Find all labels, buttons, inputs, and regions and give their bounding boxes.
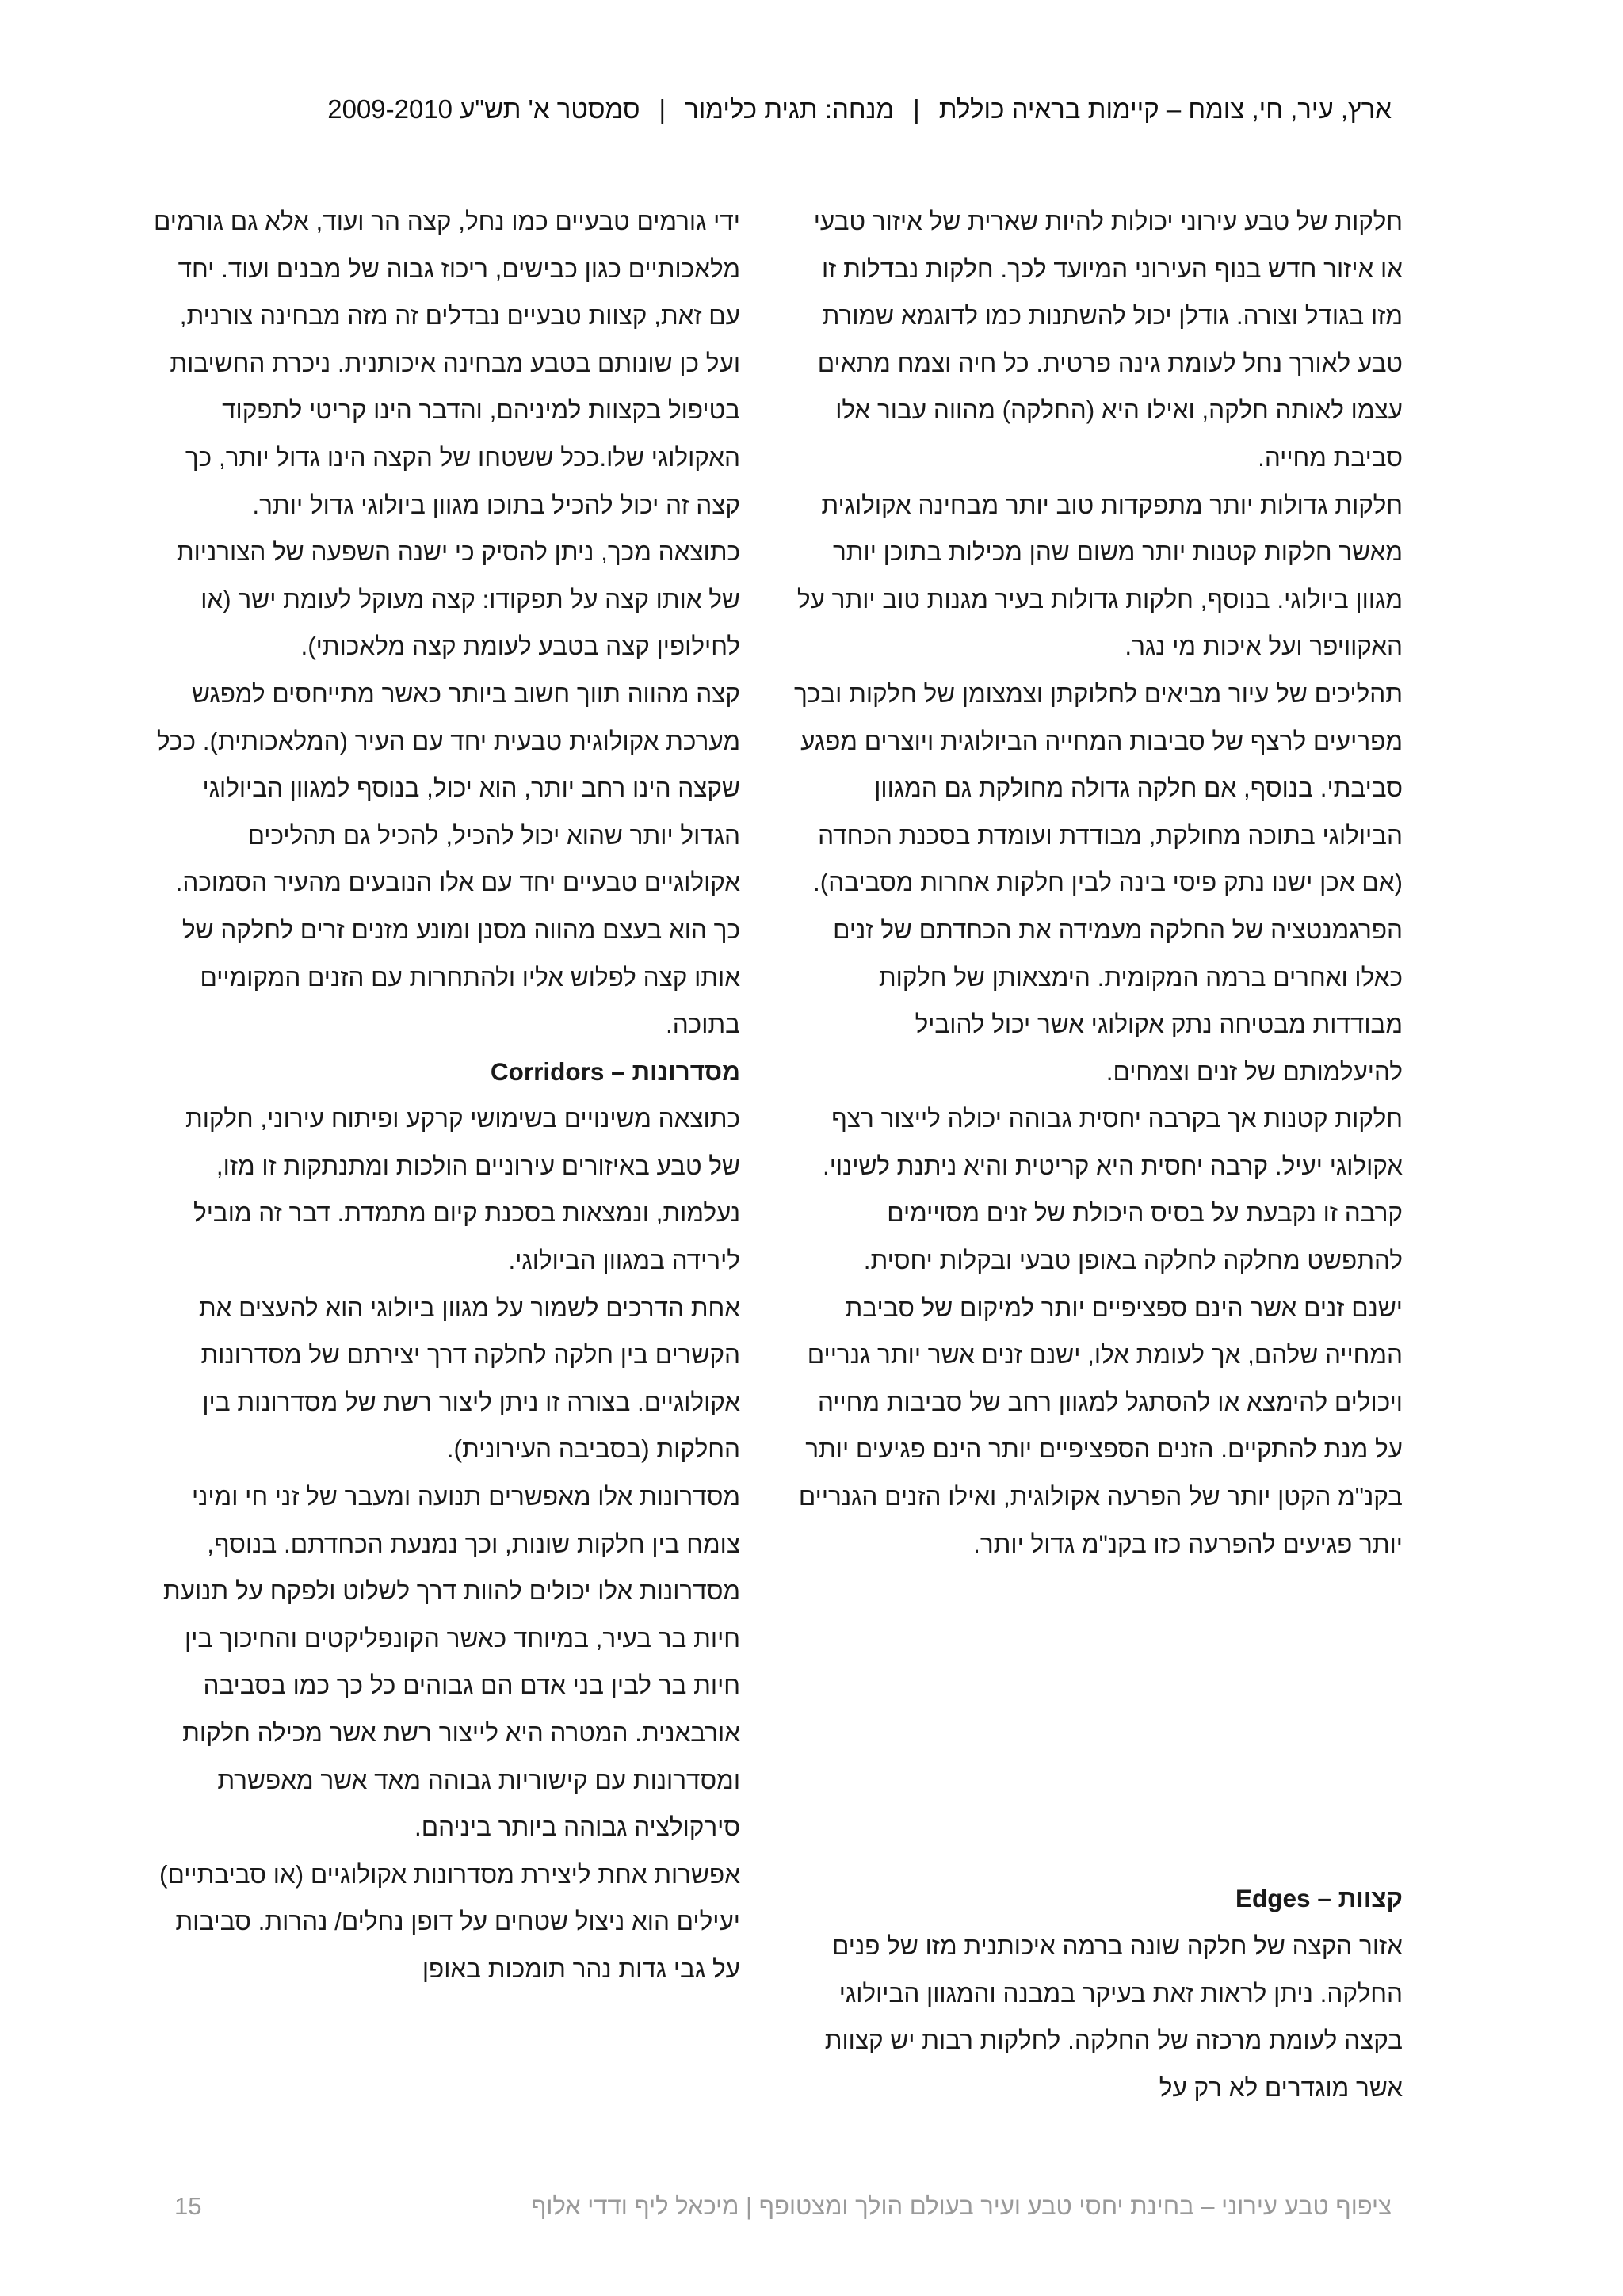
- paragraph: קצה מהווה תווך חשוב ביותר כאשר מתייחסים למפגש מערכת אקולוגית טבעית יחד עם העיר (המלאכותית). ככל שקצה הינו רחב יותר, הוא יכול, בנוסף למגוון הביולוגי הגדול יותר שהוא יכול להכיל, להכיל גם תהליכים אקולוגיים טבעיים יחד עם אלו הנובעים מהעיר הסמוכה. כך הוא בעצם מהווה מסנן ומונע מזנים זרים לחלקה של אותו קצה לפלוש אליו ולהתחרות עם הזנים המקומיים בתוכה.: [156, 678, 740, 1039]
- left-column: [154, 198, 740, 1993]
- paragraph: אחת הדרכים לשמור על מגוון ביולוגי הוא להעצים את הקשרים בין חלקה לחלקה דרך יצירתם של מסדרונות אקולוגיים. בצורה זו ניתן ליצור רשת של מסדרונות בין החלקות (בסביבה העירונית).: [198, 1293, 740, 1464]
- right-column: [792, 198, 1403, 1568]
- header-mentor: מנחה: תגית כלימור: [685, 94, 895, 124]
- running-header: [198, 94, 1392, 125]
- paragraph: אפשרות אחת ליצירת מסדרונות אקולוגיים (או סביבתיים) יעילים הוא ניצול שטחים על דופן נחלים/ נהרות. סביבות על גבי גדות נהר תומכות באופן: [159, 1859, 740, 1983]
- header-separator: |: [913, 94, 920, 124]
- paragraph: כתוצאה מכך, ניתן להסיק כי ישנה השפעה של הצורניות של אותו קצה על תפקודו: קצה מעוקל לעומת ישר (או לחילופין קצה בטבע לעומת קצה מלאכותי).: [176, 537, 740, 661]
- paragraph: חלקות גדולות יותר מתפקדות טוב יותר מבחינה אקולוגית מאשר חלקות קטנות יותר משום שהן מכילות בתוכן יותר מגוון ביולוגי. בנוסף, חלקות גדולות בעיר מגנות טוב יותר על האקוויפר ועל איכות מי נגר.: [796, 490, 1403, 661]
- paragraph: חלקות קטנות אך בקרבה יחסית גבוהה יכולה לייצור רצף אקולוגי יעיל. קרבה יחסית היא קריטית והיא ניתנת לשינוי. קרבה זו נקבעת על בסיס היכולת של זנים מסויימים להתפשט מחלקה לחלקה באופן טבעי ובקלות יחסית.: [822, 1104, 1403, 1275]
- edges-heading: קצוות – Edges: [1235, 1884, 1403, 1912]
- running-footer: [174, 2192, 1392, 2224]
- paragraph: ישנם זנים אשר הינם ספציפיים יותר למיקום של סביבת המחייה שלהם, אך לעומת אלו, ישנם זנים אשר יותר גנריים ויכולים להימצא או להסתגל למגוון רחב של סביבות מחייה על מנת להתקיים. הזנים הספציפיים יותר הינם פגיעים יותר בקנ"מ הקטן יותר של הפרעה אקולוגית, ואילו הזנים הגנריים יותר פגיעים להפרעה כזו בקנ"מ גדול יותר.: [798, 1293, 1403, 1558]
- paragraph: מסדרונות אלו מאפשרים תנועה ומעבר של זני חי ומיני צומח בין חלקות שונות, וכך נמנעת הכחדתם. בנוסף, מסדרונות אלו יכולים להוות דרך לשלוט ולפקח על תנועת חיות בר בעיר, במיוחד כאשר הקונפליקטים והחיכוך בין חיות בר לבין בני אדם הם גבוהים כל כך כמו בסביבה אורבאנית. המטרה היא לייצור רשת אשר מכילה חלקות ומסדרונות עם קישוריות גבוהה מאד אשר מאפשרת סירקולציה גבוהה ביותר ביניהם.: [162, 1482, 740, 1842]
- paragraph: אזור הקצה של חלקה שונה ברמה איכותנית מזו של פנים החלקה. ניתן לראות זאת בעיקר במבנה והמגוון הביולוגי בקצה לעומת מרכזה של החלקה. לחלקות רבות יש קצוות אשר מוגדרים לא רק על: [824, 1931, 1403, 2102]
- paragraph: חלקות של טבע עירוני יכולות להיות שארית של איזור טבעי או איזור חדש בנוף העירוני המיועד לכך. חלקות נבדלות זו מזו בגודל וצורה. גודלן יכול להשתנות כמו לדוגמא שמורת טבע לאורך נחל לעומת גינה פרטית. כל חיה וצמח מתאים עצמו לאותה חלקה, ואילו היא (החלקה) מהווה עבור אלו סביבת מחייה.: [813, 207, 1403, 472]
- header-separator: |: [659, 94, 666, 124]
- paragraph: הפרגמנטציה של החלקה מעמידה את הכחדתם של זנים כאלו ואחרים ברמה המקומית. הימצאותן של חלקות מבודדות מבטיחה נתק אקולוגי אשר יכול להוביל להיעלמותם של זנים וצמחים.: [833, 915, 1403, 1086]
- paragraph: כתוצאה משינויים בשימושי קרקע ופיתוח עירוני, חלקות של טבע באיזורים עירוניים הולכות ומתנתקות זו מזו, נעלמות, ונמצאות בסכנת קיום מתמדת. דבר זה מוביל לירידה במגוון הביולוגי.: [185, 1104, 740, 1275]
- paragraph: ידי גורמים טבעיים כמו נחל, קצה הר ועוד, אלא גם גורמים מלאכותיים כגון כבישים, ריכוז גבוה של מבנים ועוד. יחד עם זאת, קצוות טבעיים נבדלים זה מזה מבחינה צורנית, ועל כן שונותם בטבע מבחינה איכותנית. ניכרת החשיבות בטיפול בקצוות למיניהם, והדבר הינו קריטי לתפקוד האקולוגי שלו.ככל ששטחו של הקצה הינו גדול יותר, כך קצה זה יכול להכיל בתוכו מגוון ביולוגי גדול יותר.: [154, 207, 740, 519]
- page-number: 15: [174, 2192, 202, 2220]
- paragraph: תהליכים של עיור מביאים לחלוקתן וצמצומן של חלקות ובכך מפריעים לרצף של סביבות המחייה הביולוגית ויוצרים מפגע סביבתי. בנוסף, אם חלקה גדולה מחולקת גם המגוון הביולוגי בתוכה מחולקת, מבודדת ועומדת בסכנת הכחדה (אם אכן ישנו נתק פיסי בינה לבין חלקות אחרות מסביבה).: [793, 678, 1403, 897]
- footer-title: ציפוף טבע עירוני – בחינת יחסי טבע ועיר בעולם הולך ומצטופף | מיכאל ליף ודדי אלוף: [531, 2192, 1392, 2220]
- header-course: ארץ, עיר, חי, צומח – קיימות בראיה כוללת: [938, 94, 1392, 124]
- corridors-heading: מסדרונות – Corridors: [490, 1056, 740, 1086]
- header-semester: סמסטר א' תש"ע 2009-2010: [327, 94, 640, 124]
- edges-body: [792, 1923, 1403, 2111]
